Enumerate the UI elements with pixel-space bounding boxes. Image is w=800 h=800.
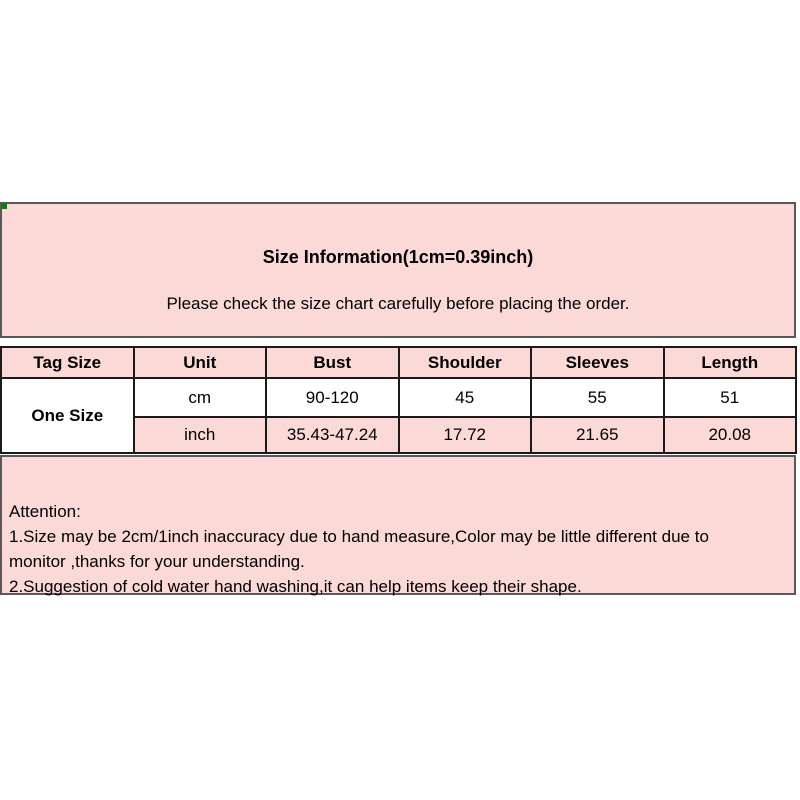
table-row-cm (1, 378, 796, 417)
size-chart-table (0, 346, 797, 454)
attention-line-1: 1.Size may be 2cm/1inch inaccuracy due to hand measure,Color may be little different due to (9, 527, 709, 546)
cm-length-cell: 51 (664, 378, 797, 417)
column-header-tag-size: Tag Size (1, 347, 134, 378)
cm-unit-cell: cm (134, 378, 267, 417)
column-header-unit: Unit (134, 347, 267, 378)
attention-line-2: monitor ,thanks for your understanding. (9, 552, 305, 571)
column-header-bust: Bust (266, 347, 399, 378)
cm-sleeves-cell: 55 (531, 378, 664, 417)
attention-text (9, 499, 790, 599)
attention-box (0, 455, 796, 595)
inch-shoulder-cell: 17.72 (399, 417, 532, 453)
cm-shoulder-cell: 45 (399, 378, 532, 417)
size-info-subtitle: Please check the size chart carefully before placing the order. (166, 294, 630, 313)
cm-bust-cell: 90-120 (266, 378, 399, 417)
attention-line-3: 2.Suggestion of cold water hand washing,it can help items keep their shape. (9, 577, 582, 596)
attention-heading: Attention: (9, 502, 81, 521)
size-info-header-box (0, 202, 796, 338)
column-header-sleeves: Sleeves (531, 347, 664, 378)
inch-unit-cell: inch (134, 417, 267, 453)
table-header-row (1, 347, 796, 378)
inch-sleeves-cell: 21.65 (531, 417, 664, 453)
corner-artifact-mark (2, 204, 7, 209)
column-header-length: Length (664, 347, 797, 378)
tag-size-value: One Size (1, 378, 134, 453)
inch-length-cell: 20.08 (664, 417, 797, 453)
inch-bust-cell: 35.43-47.24 (266, 417, 399, 453)
size-info-title: Size Information(1cm=0.39inch) (262, 247, 534, 267)
column-header-shoulder: Shoulder (399, 347, 532, 378)
